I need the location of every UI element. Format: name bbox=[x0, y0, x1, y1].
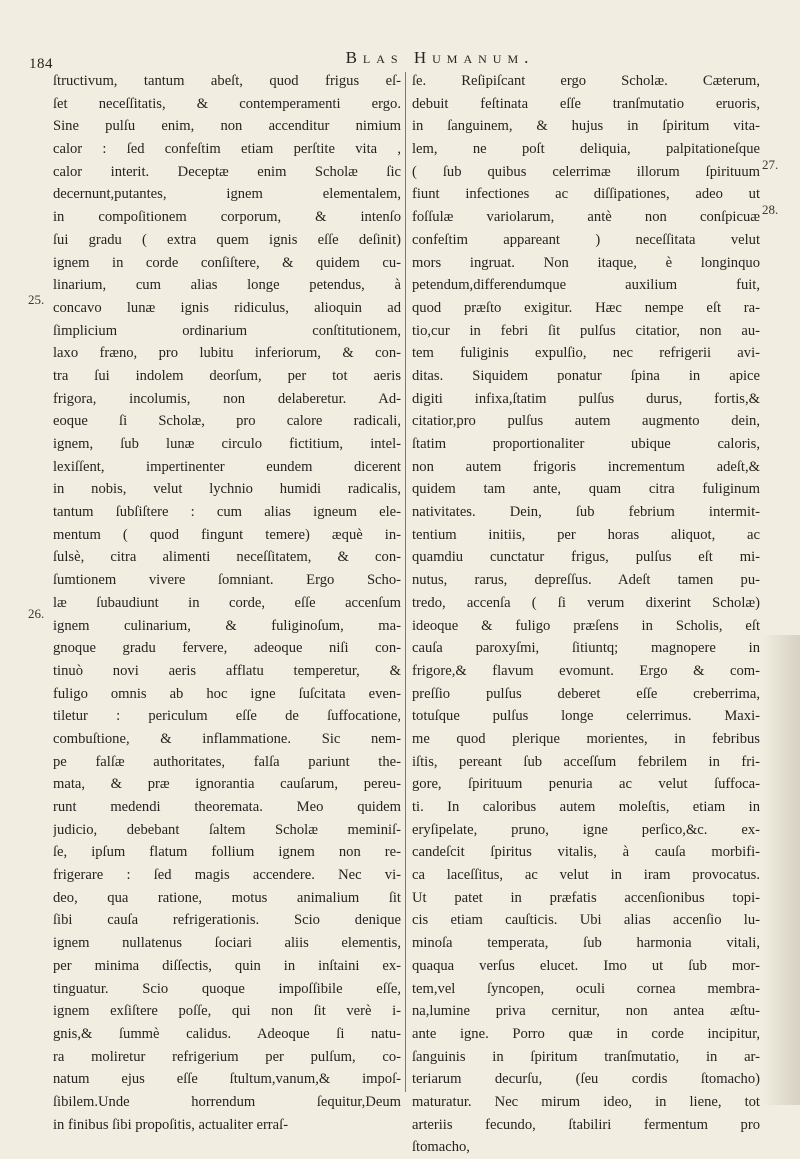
text-line: ignem in corde conſiſtere, & quidem cu- bbox=[53, 254, 401, 271]
right-text-column bbox=[412, 70, 760, 1159]
text-line: per minima diſſectis, quin in inſtaini ex- bbox=[53, 957, 401, 974]
text-line: tem fuliginis expulſio, nec refrigerii avi- bbox=[412, 345, 760, 362]
text-line: ſibi cauſa refrigerationis. Scio denique bbox=[53, 912, 401, 929]
text-line: iſtis, pereant ſub acceſſum febrilem in fri- bbox=[412, 753, 760, 770]
page-edge-shadow bbox=[762, 635, 800, 1105]
text-line: petendum,differendumque auxilium fuit, bbox=[412, 277, 760, 294]
text-line: deo, qua ratione, motus animalium ſit bbox=[53, 889, 401, 906]
text-line: ca laceſſitus, ac velut in iram provocatus. bbox=[412, 867, 760, 884]
text-line: linarium, cum alias longe petendus, à bbox=[53, 277, 401, 294]
text-line: quidem tam ante, quam citra fuliginum bbox=[412, 481, 760, 498]
text-line: gnoque gradu fervere, adeoque niſi con- bbox=[53, 640, 401, 657]
text-line: concavo lunæ ignis ridiculus, alioquin ad bbox=[53, 299, 401, 316]
text-line: calor : ſed confeſtim etiam perſtite vita , bbox=[53, 141, 401, 158]
text-line: in ſanguinem, & hujus in ſpiritum vita- bbox=[412, 118, 760, 135]
text-line: ignem, ſub lunæ circulo fictitium, intel- bbox=[53, 436, 401, 452]
text-line: ante igne. Porro quæ in corde incipitur, bbox=[412, 1025, 760, 1042]
text-line: ſtomacho, bbox=[412, 1139, 470, 1156]
text-line: me quod plerique morientes, in febribus bbox=[412, 730, 760, 747]
marginal-number-25: 25. bbox=[28, 292, 45, 307]
marginal-number-26: 26. bbox=[28, 606, 45, 621]
text-line: ti. In caloribus autem moleſtis, etiam in bbox=[412, 799, 760, 815]
text-line: lexiſſent, impertinenter eundem dicerent bbox=[53, 458, 401, 475]
text-line: quod præſto exigitur. Hæc nempe eſt ra- bbox=[412, 299, 760, 316]
text-line: decernunt,putantes, ignem elementalem, bbox=[53, 186, 401, 203]
text-line: foſſulæ variolarum, antè non conſpicuæ bbox=[412, 209, 760, 226]
text-line: in finibus ſibi propoſitis, actualiter erraſ- bbox=[53, 1116, 289, 1133]
text-line: fuligo omnis ab hoc igne ſuſcitata even- bbox=[53, 685, 401, 702]
text-line: non autem frigoris incrementum adeſt,& bbox=[412, 458, 760, 475]
text-line: eryſipelate, pruno, igne perſico,&c. ex- bbox=[412, 821, 760, 838]
text-line: gore, ſpirituum penuria ac velut ſuffoca- bbox=[412, 776, 760, 793]
text-line: mata, & præ ignorantia cauſarum, pereu- bbox=[53, 776, 401, 793]
text-line: frigore,& flavum evomunt. Ergo & com- bbox=[412, 662, 760, 679]
text-line: eoque ſi Scholæ, pro calore radicali, bbox=[53, 413, 401, 430]
text-line: mors ingruat. Non itaque, è longinquo bbox=[412, 254, 760, 271]
text-line: laxo fræno, pro lubitu inferiorum, & con- bbox=[53, 345, 401, 362]
text-line: frigerare : ſed magis accendere. Nec vi- bbox=[53, 867, 401, 884]
text-line: tredo, accenſa ( ſi verum dixerint Scholæ) bbox=[412, 594, 760, 611]
text-line: natum ejus eſſe ſtultum,vanum,& impoſ- bbox=[53, 1071, 401, 1088]
text-line: tio,cur in febri ſit pulſus citatior, non au- bbox=[412, 322, 760, 339]
text-line: nativitates. Dein, ſub febrium intermit- bbox=[412, 504, 760, 521]
text-line: ra moliretur refrigerium per pulſum, co- bbox=[53, 1048, 401, 1065]
text-line: candeſcit ſpiritus vitalis, à cauſa morbifi- bbox=[412, 844, 760, 861]
text-line: tinuò novi aeris afflatu temperetur, & bbox=[53, 662, 401, 679]
text-line: tiletur : periculum eſſe de ſuffocatione, bbox=[53, 708, 401, 725]
left-text-column bbox=[53, 70, 401, 1136]
text-line: tinguatur. Scio quoque impoſſibile eſſe, bbox=[53, 980, 401, 997]
text-line: ſulsè, citra alimenti neceſſitatem, & con- bbox=[53, 549, 401, 566]
text-line: Sine pulſu enim, non accenditur nimium bbox=[53, 118, 401, 135]
text-line: tentium initiis, per horas aliquot, ac bbox=[412, 526, 760, 543]
text-line: læ ſubaudiunt in corde, eſſe accenſum bbox=[53, 594, 401, 611]
text-line: teriarum decurſu, (ſeu cordis ſtomacho) bbox=[412, 1071, 760, 1088]
text-line: pe falſæ authoritates, falſa pariunt the- bbox=[53, 753, 401, 770]
text-line: combuſtione, & inflammatione. Sic nem- bbox=[53, 730, 401, 747]
text-line: digiti infixa,ſtatim pulſus durus, fortis,& bbox=[412, 390, 760, 407]
text-line: confeſtim appareant ) neceſſitata velut bbox=[412, 231, 760, 248]
text-line: ſumtionem vivere ſomniant. Ergo Scho- bbox=[53, 572, 401, 589]
text-line: in nobis, velut lychnio humidi radicalis, bbox=[53, 481, 401, 498]
text-line: ſui gradu ( extra quem ignis eſſe deſinit) bbox=[53, 231, 401, 248]
text-line: fiunt infectiones ac diſſipationes, adeo ut bbox=[412, 186, 760, 203]
text-line: runt medendi theoremata. Meo quidem bbox=[53, 799, 401, 815]
text-line: ( ſub quibus celerrimæ illorum ſpirituum bbox=[412, 163, 760, 180]
text-line: tra ſui indolem deorſum, per tot aeris bbox=[53, 367, 401, 384]
text-line: ignem culinarium, & fuliginoſum, ma- bbox=[53, 617, 401, 634]
text-line: lem, ne poſt deliquia, palpitationeſque bbox=[412, 141, 760, 158]
column-divider bbox=[405, 72, 406, 1092]
text-line: ſe. Reſipiſcant ergo Scholæ. Cæterum, bbox=[412, 73, 760, 89]
text-line: citatior,pro pulſus autem augmento dein, bbox=[412, 413, 760, 430]
marginal-number-27: 27. bbox=[762, 157, 779, 172]
text-line: calor interit. Deceptæ enim Scholæ ſic bbox=[53, 163, 401, 180]
text-line: minoſa temperata, ſub harmonia vitali, bbox=[412, 935, 760, 952]
text-line: tem,vel ſyncopen, oculi cornea membra- bbox=[412, 980, 760, 997]
text-line: ſet neceſſitatis, & contemperamenti ergo. bbox=[53, 95, 401, 112]
text-line: arteriis fecundo, ſtabiliri fermentum pro bbox=[412, 1116, 760, 1133]
text-line: ſibilem.Unde horrendum ſequitur,Deum bbox=[53, 1093, 401, 1110]
text-line: ideoque & fuligo præſens in Scholis, eſt bbox=[412, 617, 760, 634]
text-line: gnis,& ſummè calidus. Adeoque ſi natu- bbox=[53, 1025, 401, 1042]
text-line: preſſio pulſus deberet eſſe creberrima, bbox=[412, 685, 760, 702]
text-line: debuit feſtinata eſſe tranſmutatio eruoris, bbox=[412, 95, 760, 112]
text-line: quamdiu cunctatur frigus, pulſus eſt mi- bbox=[412, 549, 760, 566]
text-line: na,lumine priva cernitur, non antea æſtu- bbox=[412, 1003, 760, 1020]
text-line: ſtatim proportionaliter ubique caloris, bbox=[412, 436, 760, 452]
text-line: totuſque pulſus longe celerrimus. Maxi- bbox=[412, 708, 760, 725]
text-line: tantum ſubſiſtere : cum alias igneum ele- bbox=[53, 504, 401, 521]
text-line: ditas. Siquidem ponatur ſpina in apice bbox=[412, 367, 760, 384]
text-line: frigora, incolumis, non delaberetur. Ad- bbox=[53, 390, 401, 407]
text-line: ſtructivum, tantum abeſt, quod frigus eſ- bbox=[53, 73, 401, 89]
text-line: cauſa paroxyſmi, ſitiuntq; magnopere in bbox=[412, 640, 760, 657]
running-head: Blas Humanum. bbox=[345, 48, 535, 67]
text-line: ſimplicium ordinarium conſtitutionem, bbox=[53, 322, 401, 339]
text-line: mentum ( quod fingunt temere) æquè in- bbox=[53, 526, 401, 543]
marginal-number-28: 28. bbox=[762, 202, 779, 217]
text-line: maturatur. Nec mirum ideo, in liene, tot bbox=[412, 1093, 760, 1110]
text-line: ſe, ipſum flatum follium ignem non re- bbox=[53, 844, 401, 861]
text-line: ignem exſiſtere poſſe, qui non ſit verè i- bbox=[53, 1003, 401, 1020]
text-line: Ut patet in præfatis accenſionibus topi- bbox=[412, 889, 760, 906]
text-line: ignem nullatenus ſociari aliis elementis, bbox=[53, 935, 401, 952]
text-line: nutus, rarus, depreſſus. Adeſt tamen pu- bbox=[412, 572, 760, 589]
text-line: cis etiam cauſticis. Ubi alias accenſio lu- bbox=[412, 912, 760, 929]
text-line: judicio, debebant ſaltem Scholæ meminiſ- bbox=[53, 821, 401, 838]
text-line: in compoſitionem corporum, & intenſo bbox=[53, 209, 401, 226]
page-number: 184 bbox=[29, 56, 53, 72]
text-line: quaqua verſus elucet. Imo ut ſub mor- bbox=[412, 957, 760, 974]
text-line: ſanguinis in ſpiritum tranſmutatio, in ar- bbox=[412, 1048, 760, 1065]
